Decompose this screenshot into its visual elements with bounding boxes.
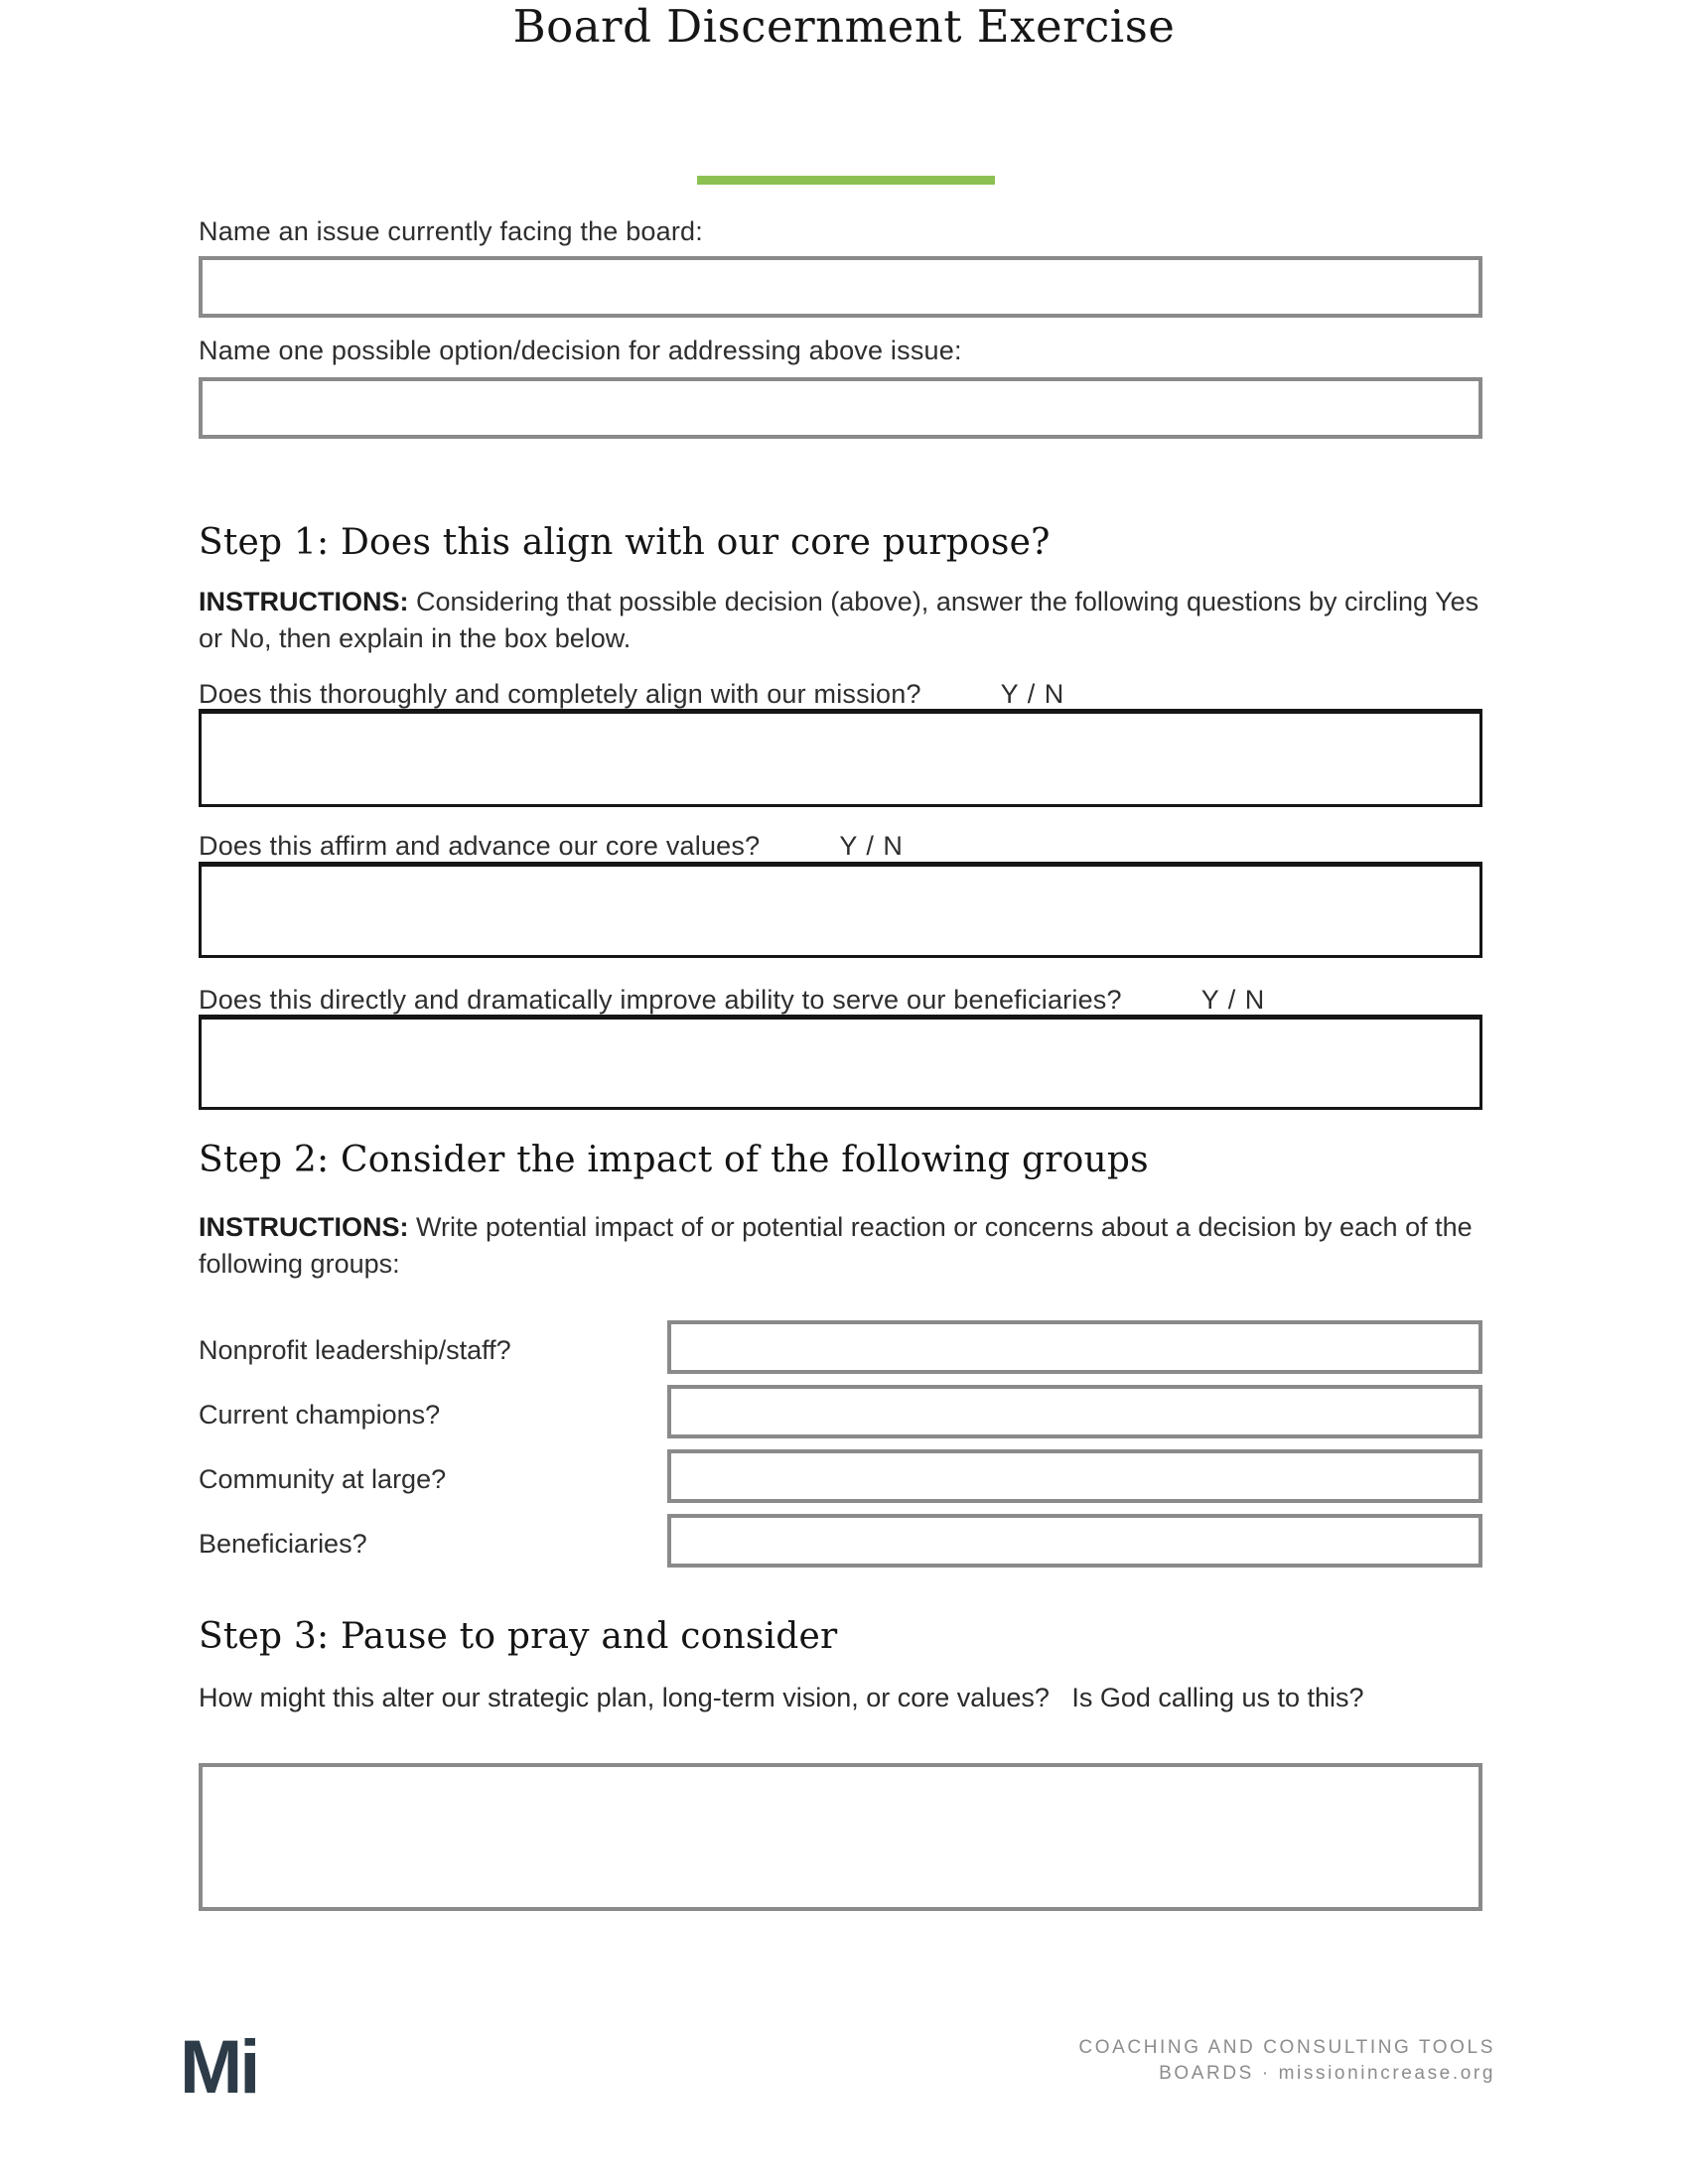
- beneficiaries-impact-input-box[interactable]: [667, 1514, 1482, 1568]
- step1-instructions-prefix: INSTRUCTIONS:: [199, 587, 409, 616]
- mission-increase-logo: Mi: [180, 2025, 258, 2110]
- issue-label: Name an issue currently facing the board:: [199, 216, 703, 246]
- mission-answer-box[interactable]: [199, 709, 1482, 807]
- beneficiaries-answer-box[interactable]: [199, 1015, 1482, 1110]
- mission-question-label: Does this thoroughly and completely align with our mission?: [199, 679, 921, 709]
- step1-heading: Step 1: Does this align with our core purpose?: [199, 522, 1051, 563]
- values-question-row: [199, 831, 904, 862]
- issue-input-box[interactable]: [199, 256, 1482, 318]
- values-question-label: Does this affirm and advance our core values?: [199, 831, 761, 861]
- step3-question: How might this alter our strategic plan, long-term vision, or core values? Is God calling us to this?: [199, 1683, 1364, 1712]
- beneficiaries-question-label: Does this directly and dramatically improve ability to serve our beneficiaries?: [199, 985, 1122, 1015]
- beneficiaries-question-row: [199, 985, 1265, 1016]
- option-input-box[interactable]: [199, 377, 1482, 439]
- step2-instructions-text: Write potential impact of or potential reaction or concerns about a decision by each of the following groups:: [199, 1212, 1473, 1279]
- values-answer-box[interactable]: [199, 862, 1482, 958]
- footer-text-block: [1078, 2035, 1495, 2087]
- step3-answer-box[interactable]: [199, 1763, 1482, 1911]
- nonprofit-staff-label: Nonprofit leadership/staff?: [199, 1335, 511, 1365]
- step2-heading: Step 2: Consider the impact of the following groups: [199, 1140, 1149, 1180]
- values-yn-choice[interactable]: Y / N: [839, 831, 904, 861]
- current-champions-input-box[interactable]: [667, 1385, 1482, 1438]
- footer-tools-line: COACHING AND CONSULTING TOOLS: [1078, 2037, 1495, 2058]
- step1-instructions-text: Considering that possible decision (above), answer the following questions by circling Yes or No, then explain in the box below.: [199, 587, 1479, 653]
- mission-question-row: [199, 679, 1064, 710]
- step3-heading: Step 3: Pause to pray and consider: [199, 1616, 838, 1657]
- step2-instructions-prefix: INSTRUCTIONS:: [199, 1212, 409, 1242]
- community-at-large-label: Community at large?: [199, 1464, 447, 1494]
- beneficiaries-yn-choice[interactable]: Y / N: [1200, 985, 1266, 1015]
- nonprofit-staff-input-box[interactable]: [667, 1320, 1482, 1374]
- footer-boards-line: BOARDS · missionincrease.org: [1159, 2063, 1495, 2084]
- community-at-large-input-box[interactable]: [667, 1449, 1482, 1503]
- step1-instructions: [199, 584, 1504, 657]
- mission-yn-choice[interactable]: Y / N: [1000, 679, 1065, 709]
- option-label: Name one possible option/decision for addressing above issue:: [199, 336, 962, 365]
- step2-instructions: [199, 1209, 1504, 1283]
- title-accent-rule: [697, 176, 995, 185]
- current-champions-label: Current champions?: [199, 1400, 441, 1430]
- page-title: Board Discernment Exercise: [512, 0, 1176, 53]
- beneficiaries-impact-label: Beneficiaries?: [199, 1529, 367, 1559]
